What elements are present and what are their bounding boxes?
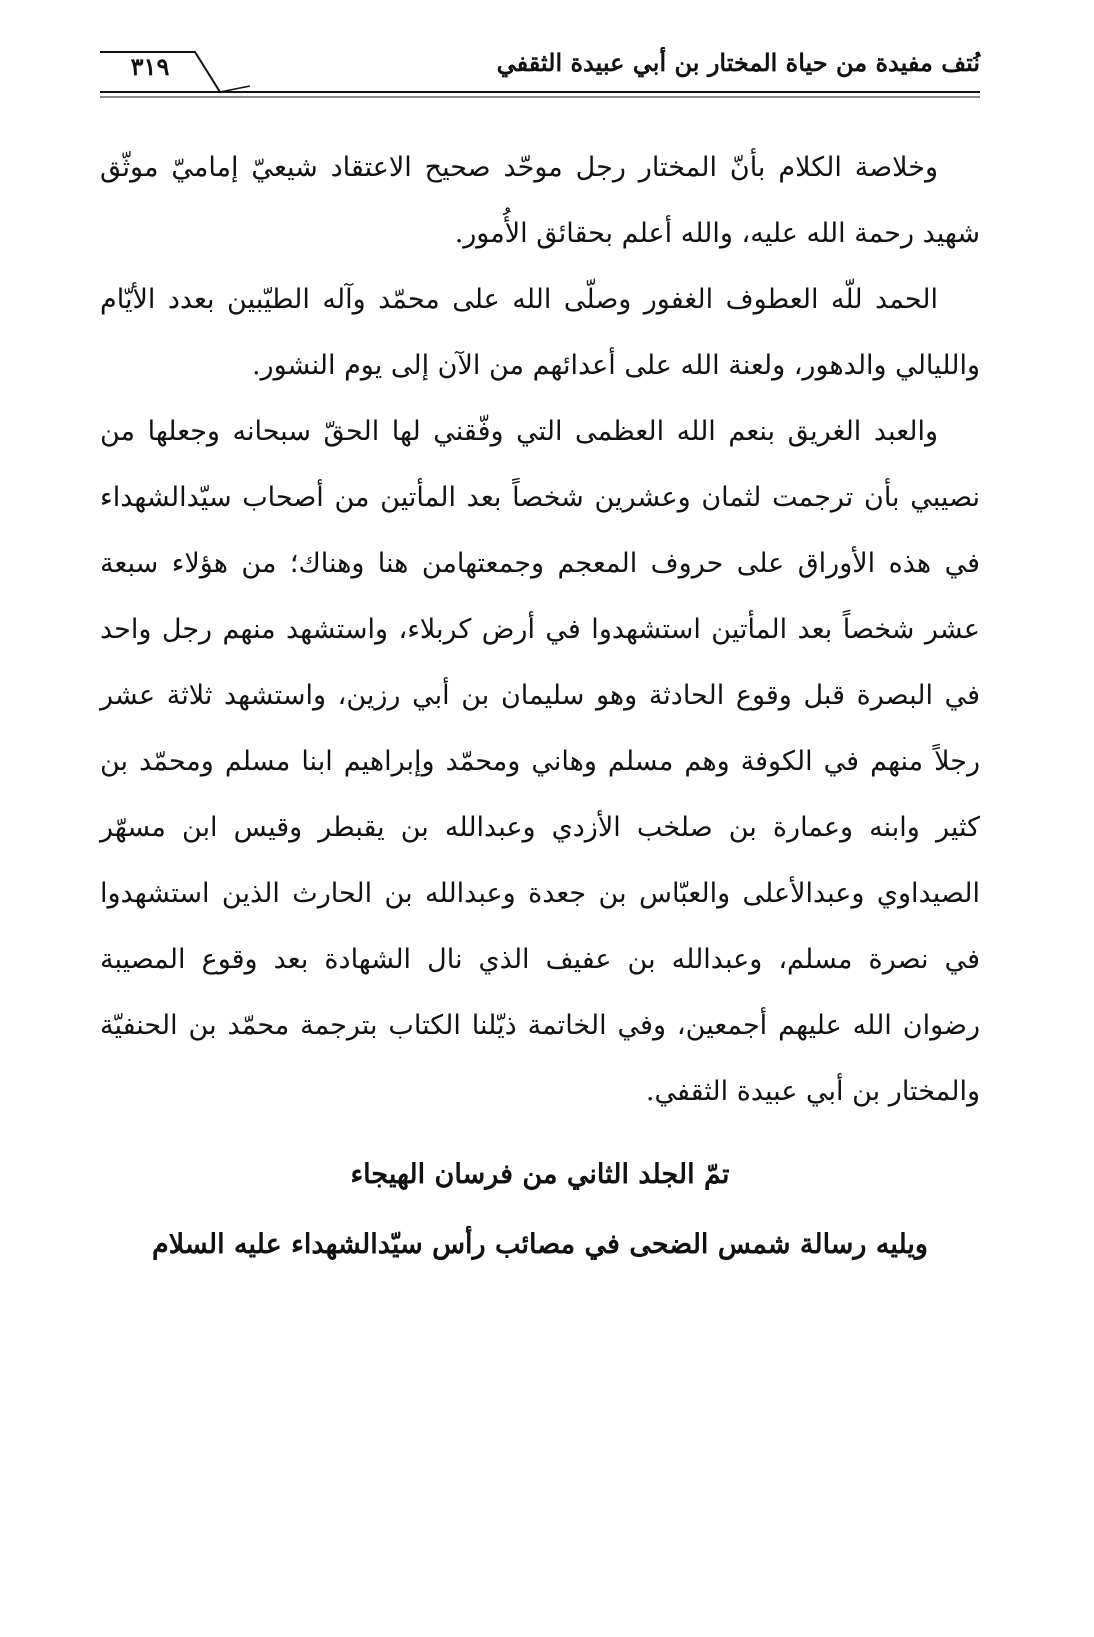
main-text [100, 135, 980, 1125]
paragraph-summary: والعبد الغريق بنعم الله العظمى التي وفّقني لها الحقّ سبحانه وجعلها من نصيبي بأن ترجمت لثمان وعشرين شخصاً بعد المأتين من أصحاب سيّدالشهداء في هذه الأوراق على حروف المعجم وجمعتهامن هنا وهناك؛ من هؤلاء سبعة عشر شخصاً بعد المأتين استشهدوا في أرض كربلاء، واستشهد منهم رجل واحد في البصرة قبل وقوع الحادثة وهو سليمان بن أبي رزين، واستشهد ثلاثة عشر رجلاً منهم في الكوفة وهم مسلم وهاني ومحمّد وإبراهيم ابنا مسلم ومحمّد بن كثير وابنه وعمارة بن صلخب الأزدي وعبدالله بن يقبطر وقيس ابن مسهّر الصيداوي وعبدالأعلى والعبّاس بن جعدة وعبدالله بن الحارث الذين استشهدوا في نصرة مسلم، وعبدالله بن عفيف الذي نال الشهادة بعد وقوع المصيبة رضوان الله عليهم أجمعين، وفي الخاتمة ذيّلنا الكتاب بترجمة محمّد بن الحنفيّة والمختار بن أبي عبيدة الثقفي. [100, 416, 980, 1107]
closing-line-volume-end: تمّ الجلد الثاني من فرسان الهيجاء [350, 1159, 730, 1190]
running-header [100, 40, 980, 100]
paragraph-conclusion: وخلاصة الكلام بأنّ المختار رجل موحّد صحيح الاعتقاد شيعيّ إماميّ موثّق شهيد رحمة الله عليه، والله أعلم بحقائق الأُمور. [100, 152, 980, 249]
page-number: ٣١٩ [130, 52, 170, 81]
closing-note [100, 1140, 980, 1280]
closing-line-next-treatise: ويليه رسالة شمس الضحى في مصائب رأس سيّدالشهداء عليه السلام [152, 1229, 928, 1260]
paragraph-praise: الحمد للّه العطوف الغفور وصلّى الله على محمّد وآله الطيّبين بعدد الأيّام والليالي والدهور، ولعنة الله على أعدائهم من الآن إلى يوم النشور. [100, 284, 980, 381]
header-title: نُتف مفيدة من حياة المختار بن أبي عبيدة الثقفي [496, 48, 980, 77]
